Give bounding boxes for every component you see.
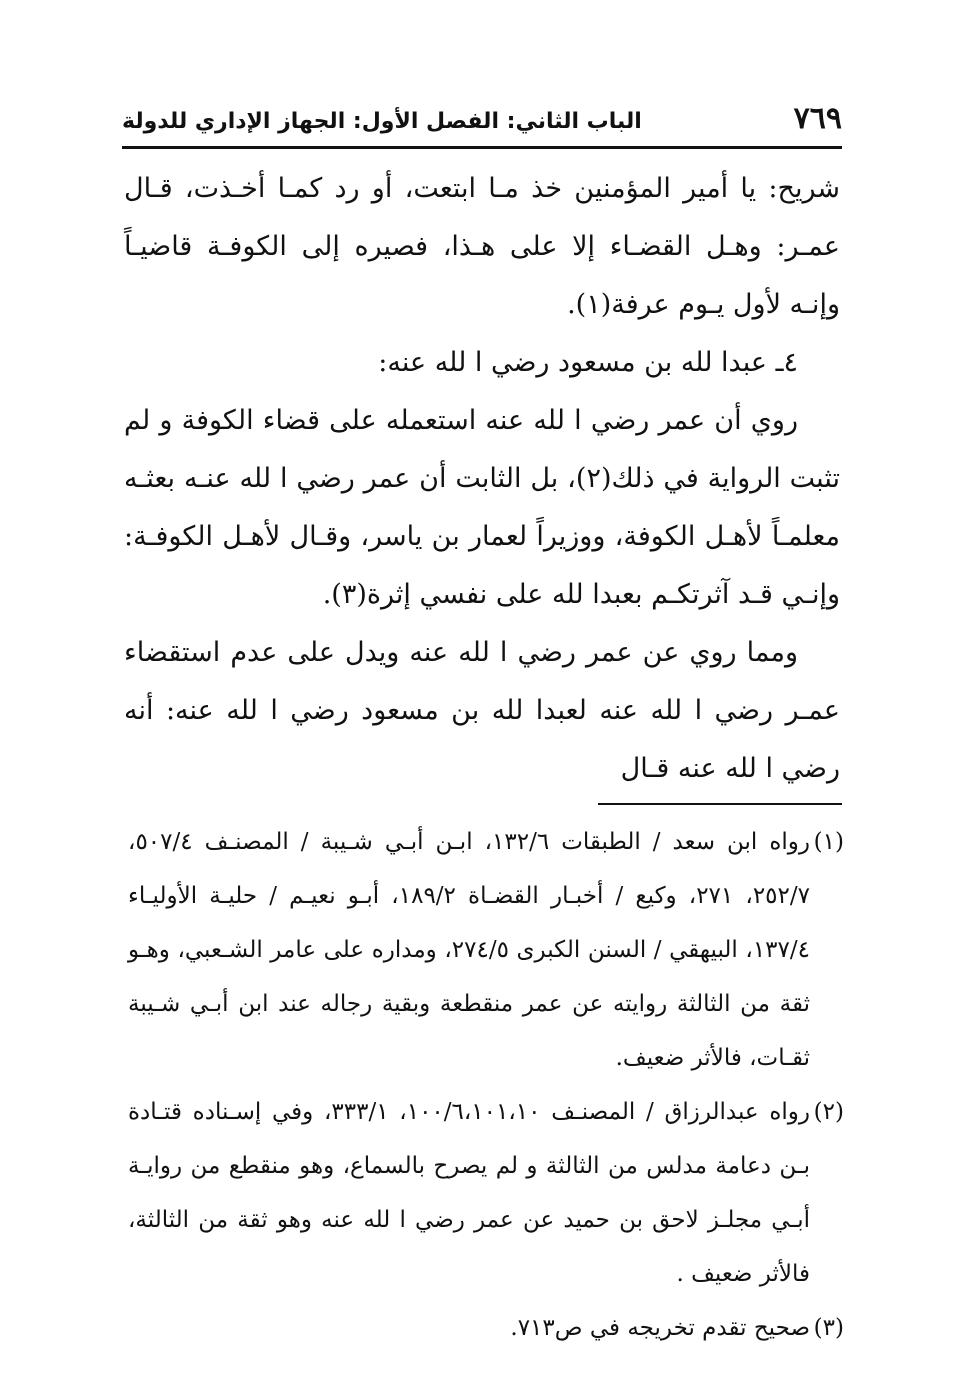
footnote-number: (١): [813, 829, 844, 855]
running-title: الباب الثاني: الفصل الأول: الجهاز الإداري للدولة: [122, 109, 642, 134]
footnote-1: [128, 815, 844, 1085]
footnote-number: (٢): [813, 1099, 844, 1125]
header-rule: [122, 146, 842, 149]
page-header: [122, 96, 842, 136]
footnote-2: [128, 1085, 844, 1301]
paragraph-3: ومما روي عن عمر رضي ا لله عنه ويدل على عدم استقضاء عمـر رضي ا لله عنه لعبدا لله بن مسعود رضي ا لله عنه: أنه رضي ا لله عنه قـال: [124, 637, 840, 784]
footnote-rule: [598, 803, 842, 805]
section-heading: ٤ـ عبدا لله بن مسعود رضي ا لله عنه:: [378, 347, 798, 378]
main-text: [124, 160, 840, 798]
paragraph-2: روي أن عمر رضي ا لله عنه استعمله على قضاء الكوفة و لم تثبت الرواية في ذلك(٢)، بل الثابت أن عمر رضي ا لله عنـه بعثـه معلمـاً لأهـل الكوفة، ووزيراً لعمار بن ياسر، وقـال لأهـل الكوفـة: وإنـي قـد آثرتكـم بعبدا لله على نفسي إثرة(٣).: [124, 405, 840, 610]
footnotes: [128, 815, 844, 1355]
footnote-text: رواه عبدالرزاق / المصنـف ١٠٠/٦،١٠١،١٠، ٣٣٣/١، وفي إسـناده قتـادة بـن دعامة مدلس من الثالثة و لم يصرح بالسماع، وهو منقطع من روايـة أبـي مجلـز لاحق بن حميد عن عمر رضي ا لله عنه وهو ثقة من الثالثة، فالأثر ضعيف .: [128, 1099, 810, 1287]
footnote-3: [128, 1301, 844, 1355]
footnote-text: رواه ابن سعد / الطبقات ١٣٢/٦، ابـن أبـي شـيبة / المصنـف ٥٠٧/٤، ٢٥٢/٧، ٢٧١، وكيع / أخبـار القضـاة ١٨٩/٢، أبـو نعيـم / حليـة الأوليـاء ١٣٧/٤، البيهقي / السنن الكبرى ٢٧٤/٥، ومداره على عامر الشـعبي، وهـو ثقة من الثالثة روايته عن عمر منقطعة وبقية رجاله عند ابن أبـي شـيبة ثقـات، فالأثر ضعيف.: [128, 829, 810, 1071]
paragraph-1: شريح: يا أمير المؤمنين خذ مـا ابتعت، أو رد كمـا أخـذت، قـال عمـر: وهـل القضـاء إلا على هـذا، فصيره إلى الكوفـة قاضيـاً وإنـه لأول يـوم عرفة(١).: [124, 173, 840, 320]
page-number: ٧٦٩: [793, 101, 842, 136]
footnote-number: (٣): [813, 1315, 844, 1341]
footnote-text: صحيح تقدم تخريجه في ص٧١٣.: [510, 1315, 810, 1341]
